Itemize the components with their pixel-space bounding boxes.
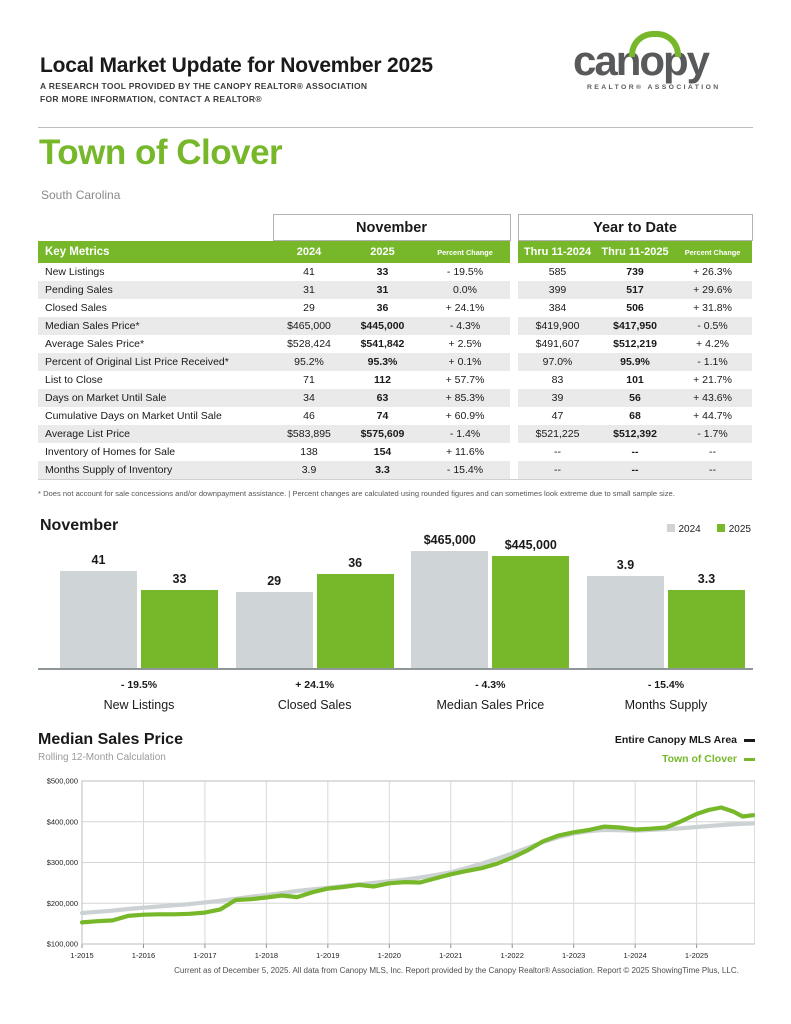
metric-value: 34	[273, 389, 345, 407]
column-header-key-metrics: Key Metrics	[38, 241, 273, 264]
metric-value: $465,000	[273, 317, 345, 335]
metric-value: $583,895	[273, 425, 345, 443]
metric-value: $541,842	[360, 338, 405, 350]
metric-value: 68	[629, 410, 641, 422]
metric-label: Cumulative Days on Market Until Sale	[45, 410, 222, 422]
bar-group-label	[587, 679, 745, 712]
key-metrics-table	[38, 214, 752, 480]
metric-value: $445,000	[345, 317, 420, 335]
metric-value: 29	[303, 302, 315, 314]
bar-value-label: 36	[348, 556, 363, 570]
metric-value: 585	[548, 266, 567, 278]
metric-value: 71	[303, 374, 315, 386]
table-row	[38, 407, 752, 425]
bar-group	[411, 533, 569, 668]
svg-text:$500,000: $500,000	[46, 776, 78, 786]
metric-value: 74	[376, 410, 389, 422]
table-row	[38, 425, 752, 443]
metric-value: - 4.3%	[420, 317, 510, 335]
bar-legend-item: 2024	[667, 524, 701, 535]
metric-value: 39	[518, 389, 597, 407]
table-row	[38, 443, 752, 461]
svg-text:1-2019: 1-2019	[316, 951, 340, 960]
metric-value: - 0.5%	[673, 317, 752, 335]
metric-value: 31	[345, 281, 420, 299]
median-sales-price-chart	[38, 731, 755, 960]
metric-value: --	[709, 446, 717, 458]
metric-value: 3.3	[345, 461, 420, 480]
metric-value: - 1.1%	[673, 353, 752, 371]
metric-value: - 1.4%	[420, 425, 510, 443]
column-header-2024: 2024	[273, 241, 345, 264]
bar-category-label: Median Sales Price	[436, 698, 545, 712]
legend-item: Entire Canopy MLS Area	[615, 734, 755, 746]
metric-value: --	[631, 446, 639, 458]
metric-label: List to Close	[45, 374, 103, 386]
metric-value: 517	[597, 281, 673, 299]
bar-2024	[236, 592, 313, 668]
area-name: Town of Clover	[39, 133, 283, 172]
metric-value: 739	[626, 266, 644, 278]
svg-text:1-2022: 1-2022	[500, 951, 524, 960]
svg-text:1-2017: 1-2017	[193, 951, 217, 960]
report-footer: Current as of December 5, 2025. All data from Canopy MLS, Inc. Report provided by the Canopy Realtor® Association. Report © 2025 ShowingTime Plus, LLC.	[174, 966, 739, 975]
metric-value: 83	[551, 374, 564, 386]
bar-value-label: $465,000	[423, 533, 476, 547]
metric-value: $491,607	[535, 338, 580, 350]
metric-label: Average List Price	[38, 425, 273, 443]
metric-value: $528,424	[287, 338, 331, 350]
table-row	[38, 299, 752, 317]
bar-group	[587, 558, 745, 668]
column-header-thru-11-2025: Thru 11-2025	[597, 241, 673, 264]
metric-value: 112	[374, 374, 391, 386]
metric-value: + 4.2%	[696, 338, 730, 350]
metric-value: 95.9%	[597, 353, 673, 371]
metric-value: --	[554, 446, 562, 458]
report-subtitle-line1: A RESEARCH TOOL PROVIDED BY THE CANOPY REALTOR® ASSOCIATION	[40, 81, 368, 91]
metric-value: + 24.1%	[445, 302, 485, 314]
metric-value: 97.0%	[518, 353, 597, 371]
metric-value: 31	[273, 281, 345, 299]
table-row	[38, 461, 752, 480]
svg-text:$400,000: $400,000	[46, 817, 78, 827]
november-bar-chart	[38, 513, 753, 712]
legend-dash-icon	[744, 739, 755, 742]
svg-text:1-2018: 1-2018	[254, 951, 279, 960]
metric-value: + 57.7%	[445, 374, 485, 386]
svg-text:1-2016: 1-2016	[131, 951, 156, 960]
metric-value: $417,950	[597, 317, 673, 335]
metric-value: 47	[551, 410, 564, 422]
metric-value: 384	[548, 302, 567, 314]
canopy-logo-tagline: REALTOR® ASSOCIATION	[587, 84, 721, 91]
bar-2024	[60, 571, 137, 668]
line-chart-subtitle: Rolling 12-Month Calculation	[38, 752, 166, 763]
svg-text:1-2024: 1-2024	[623, 951, 647, 960]
bar-group-label	[411, 679, 569, 712]
metric-value: $512,219	[613, 338, 657, 350]
table-row	[38, 317, 752, 335]
table-row	[38, 281, 752, 299]
bar-2024	[411, 551, 488, 668]
column-header-2025: 2025	[345, 241, 420, 264]
metric-value: + 31.8%	[693, 302, 732, 314]
bar-chart-title: November	[40, 517, 119, 534]
report-subtitle-line2: FOR MORE INFORMATION, CONTACT A REALTOR®	[40, 94, 262, 104]
metric-value: 0.0%	[420, 281, 510, 299]
legend-item: Town of Clover	[615, 753, 755, 765]
bar-category-label: Months Supply	[624, 698, 708, 712]
canopy-roof-icon	[629, 31, 681, 57]
metric-value: 399	[518, 281, 597, 299]
metric-value: + 26.3%	[693, 266, 732, 278]
metric-value: + 43.6%	[673, 389, 752, 407]
metric-value: 138	[300, 446, 318, 458]
report-header	[40, 54, 433, 104]
metric-value: + 2.5%	[448, 338, 482, 350]
metric-label: New Listings	[45, 266, 105, 278]
bar-value-label: $445,000	[504, 538, 557, 552]
metric-label: Pending Sales	[38, 281, 273, 299]
metric-value: $419,900	[518, 317, 597, 335]
metric-value: 101	[626, 374, 644, 386]
metric-value: + 21.7%	[693, 374, 732, 386]
metric-value: 3.9	[273, 461, 345, 480]
bar-pct-change: + 24.1%	[295, 679, 335, 691]
bar-value-label: 41	[91, 553, 106, 567]
metric-label: Median Sales Price*	[38, 317, 273, 335]
bar-2025	[492, 556, 569, 668]
state-name: South Carolina	[41, 188, 121, 202]
line-chart-svg	[38, 775, 755, 975]
metric-value: 33	[376, 266, 389, 278]
metric-value: + 60.9%	[445, 410, 485, 422]
bar-group	[236, 556, 394, 668]
metrics-table-body	[38, 263, 752, 480]
metric-value: 95.3%	[345, 353, 420, 371]
metric-value: $575,609	[345, 425, 420, 443]
bar-group-label	[236, 679, 394, 712]
metric-value: 46	[303, 410, 315, 422]
table-column-header-row	[38, 241, 752, 264]
metric-value: + 11.6%	[445, 446, 485, 458]
metric-value: + 0.1%	[420, 353, 510, 371]
bar-value-label: 3.9	[616, 558, 635, 572]
legend-swatch-icon	[667, 524, 675, 532]
column-header-percent-change-nov: Percent Change	[420, 241, 510, 264]
metric-label: Months Supply of Inventory	[38, 461, 273, 480]
metric-value: $521,225	[518, 425, 597, 443]
metric-label: Average Sales Price*	[45, 338, 145, 350]
svg-text:1-2020: 1-2020	[377, 951, 401, 960]
group-header-november: November	[273, 215, 510, 241]
metric-value: --	[597, 461, 673, 480]
bar-group-label	[60, 679, 218, 712]
column-header-thru-11-2024: Thru 11-2024	[518, 241, 597, 264]
bar-groups	[38, 513, 753, 670]
metric-value: - 1.7%	[673, 425, 752, 443]
svg-text:1-2015: 1-2015	[70, 951, 94, 960]
bar-group	[60, 553, 218, 668]
metric-value: - 19.5%	[446, 266, 484, 278]
bar-category-label: Closed Sales	[277, 698, 352, 712]
canopy-logo-wordmark: canopy	[573, 40, 743, 82]
table-row	[38, 389, 752, 407]
bar-value-label: 3.3	[697, 572, 716, 586]
bar-labels	[38, 679, 753, 712]
svg-text:1-2025: 1-2025	[684, 951, 709, 960]
bar-pct-change: - 4.3%	[475, 679, 506, 691]
metric-value: 154	[373, 446, 392, 458]
metric-value: + 85.3%	[420, 389, 510, 407]
page-title: Local Market Update for November 2025	[40, 54, 433, 77]
bar-value-label: 29	[267, 574, 282, 588]
metric-value: $512,392	[597, 425, 673, 443]
metric-label: Percent of Original List Price Received*	[38, 353, 273, 371]
bar-2025	[141, 590, 218, 668]
metric-label: Closed Sales	[45, 302, 107, 314]
metric-value: + 29.6%	[673, 281, 752, 299]
canopy-logo	[573, 37, 743, 91]
metric-value: 41	[303, 266, 315, 278]
table-group-header-row	[38, 215, 752, 241]
bar-pct-change: - 19.5%	[120, 679, 158, 691]
table-row	[38, 371, 752, 389]
svg-text:$200,000: $200,000	[46, 898, 78, 908]
header-divider	[38, 127, 753, 128]
svg-text:$100,000: $100,000	[46, 939, 78, 949]
metric-value: --	[673, 461, 752, 480]
bar-legend-item: 2025	[717, 524, 751, 535]
table-row	[38, 335, 752, 353]
metric-value: + 44.7%	[693, 410, 732, 422]
svg-text:$300,000: $300,000	[46, 858, 78, 868]
bar-chart-legend	[667, 524, 752, 535]
bar-pct-change: - 15.4%	[647, 679, 685, 691]
metric-value: 56	[597, 389, 673, 407]
table-row	[38, 353, 752, 371]
table-footnote: * Does not account for sale concessions and/or downpayment assistance. | Percent changes are calculated using rounded figures and can sometimes look extreme due to small sample size.	[38, 489, 675, 498]
metric-value: 506	[626, 302, 644, 314]
svg-text:1-2023: 1-2023	[562, 951, 586, 960]
svg-text:1-2021: 1-2021	[439, 951, 463, 960]
bar-2024	[587, 576, 664, 668]
legend-dash-icon	[744, 758, 755, 761]
line-chart-legend	[615, 734, 755, 772]
bar-2025	[317, 574, 394, 668]
metric-value: - 15.4%	[420, 461, 510, 480]
table-row	[38, 263, 752, 281]
group-header-year-to-date: Year to Date	[518, 215, 752, 241]
metric-label: Days on Market Until Sale	[38, 389, 273, 407]
column-header-percent-change-ytd: Percent Change	[673, 241, 752, 264]
bar-category-label: New Listings	[103, 698, 175, 712]
metric-value: --	[518, 461, 597, 480]
bar-2025	[668, 590, 745, 668]
metric-value: 95.2%	[273, 353, 345, 371]
legend-swatch-icon	[717, 524, 725, 532]
bar-value-label: 33	[172, 572, 187, 586]
metric-value: 63	[345, 389, 420, 407]
line-chart-title: Median Sales Price	[38, 731, 183, 748]
metric-value: 36	[376, 302, 389, 314]
metric-label: Inventory of Homes for Sale	[45, 446, 176, 458]
